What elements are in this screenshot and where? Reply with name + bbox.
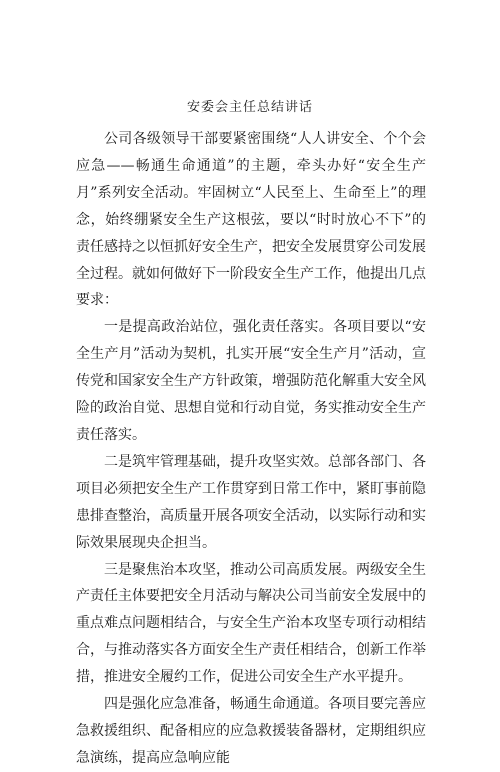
paragraph-intro: 公司各级领导干部要紧密围绕“人人讲安全、个个会应急——畅通生命通道”的主题，牵头办好“安全生产月”系列安全活动。牢固树立“人民至上、生命至上”的理念，始终绷紧安全生产这根弦，要以“时时放心不下”的责任感持之以恒抓好安全生产，把安全发展贯穿公司发展全过程。就如何做好下一阶段安全生产工作，他提出几点要求： — [76, 131, 426, 309]
document-body — [76, 126, 426, 772]
paragraph-point-three: 三是聚焦治本攻坚，推动公司高质发展。两级安全生产责任主体要把安全月活动与解决公司当前安全发展中的重点难点问题相结合，与安全生产治本攻坚专项行动相结合，与推动落实各方面安全生产责任相结合，创新工作举措，推进安全履约工作，促进公司安全生产水平提升。 — [76, 561, 426, 686]
paragraph-point-one: 一是提高政治站位，强化责任落实。各项目要以“安全生产月”活动为契机，扎实开展“安全生产月”活动，宣传党和国家安全生产方针政策，增强防范化解重大安全风险的政治自觉、思想自觉和行动自觉，务实推动安全生产责任落实。 — [76, 319, 426, 443]
document-title: 安委会主任总结讲话 — [186, 100, 313, 115]
paragraph-point-four: 四是强化应急准备，畅通生命通道。各项目要完善应急救援组织、配备相应的应急救援装备器材，定期组织应急演练，提高应急响应能 — [76, 696, 426, 766]
paragraph-point-two: 二是筑牢管理基础，提升攻坚实效。总部各部门、各项目必须把安全生产工作贯穿到日常工作中，紧盯事前隐患排查整治，高质量开展各项安全活动，以实际行动和实际效果展现央企担当。 — [76, 453, 426, 551]
